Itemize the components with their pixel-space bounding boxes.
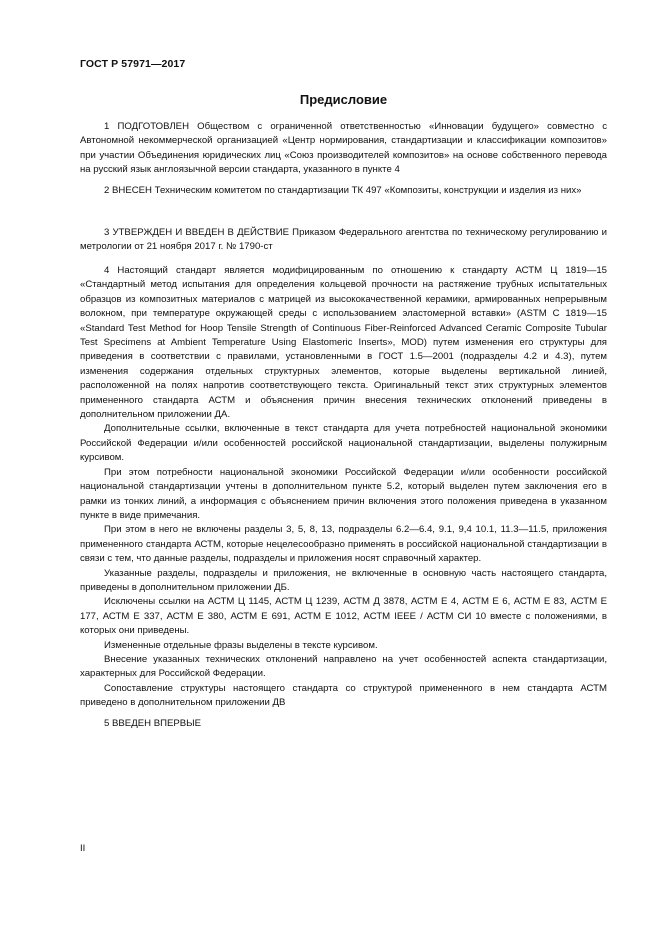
section-5 [80, 717, 607, 731]
paragraph: 3 УТВЕРЖДЕН И ВВЕДЕН В ДЕЙСТВИЕ Приказом Федерального агентства по техническому регулированию и метрологии от 21 ноября 2017 г. № 1790-ст [80, 227, 607, 253]
paragraph: 5 ВВЕДЕН ВПЕРВЫЕ [104, 718, 202, 729]
paragraph: 2 ВНЕСЕН Техническим комитетом по стандартизации ТК 497 «Композиты, конструкции и изделия из них» [104, 185, 582, 196]
section-3 [80, 226, 607, 255]
section-4 [80, 264, 607, 711]
paragraph: Дополнительные ссылки, включенные в текст стандарта для учета потребностей национальной экономики Российской Федерации и/или особенностей российской национальной стандартизации, выделены полужирным курсивом. [80, 423, 607, 464]
paragraph: Указанные разделы, подразделы и приложения, не включенные в основную часть настоящего стандарта, приведены в дополнительном приложении ДБ. [80, 567, 607, 593]
section-1 [80, 120, 607, 178]
paragraph: Измененные отдельные фразы выделены в тексте курсивом. [104, 639, 378, 651]
page-title: Предисловие [299, 92, 388, 107]
page-number: II [80, 843, 86, 854]
paragraph: При этом в него не включены разделы 3, 5, 8, 13, подразделы 6.2—6.4, 9.1, 9,4 10.1, 11.3—11.5, приложения примененного стандарта АСТМ, которые нецелесообразно применять в российской национальной стандартизации в связи с тем, что данные разделы, подразделы и приложения носят справочный характер. [80, 524, 607, 565]
paragraph: Исключены ссылки на АСТМ Ц 1145, АСТМ Ц 1239, АСТМ Д 3878, АСТМ Е 4, АСТМ Е 6, АСТМ Е 83, АСТМ Е 177, АСТМ Е 337, АСТМ Е 380, АСТМ Е 691, АСТМ Е 1012, АСТМ IEEE / АСТМ СИ 10 вместе с положениями, в которых они приведены. [80, 596, 607, 637]
paragraph: При этом потребности национальной экономики Российской Федерации и/или особенности российской национальной стандартизации учтены в дополнительном пункте 5.2, который выделен путем заключения его в рамки из тонких линий, а информация с объяснением причин включения этого положения приведена в указанном пункте в виде примечания. [80, 466, 607, 521]
paragraph: Внесение указанных технических отклонений направлено на учет особенностей аспекта стандартизации, характерных для Российской Федерации. [80, 653, 607, 680]
paragraph: Сопоставление структуры настоящего стандарта со структурой примененного в нем стандарта АСТМ приведено в дополнительном приложении ДВ [80, 682, 607, 709]
section-2 [80, 184, 607, 198]
paragraph: 4 Настоящий стандарт является модифицированным по отношению к стандарту АСТМ Ц 1819—15 «Стандартный метод испытания для определения кольцевой прочности на растяжение трубных испытательных образцов из композитных материалов с матрицей из высококачественной керамики, армированных непрерывным волокном, при температуре окружающей среды с использованием эластомерной вставки» (ASTM C 1819—15 «Standard Test Method for Hoop Tensile Strength of Continuous Fiber-Reinforced Advanced Ceramic Composite Tubular Test Specimens at Ambient Temperature Using Elastomeric Inserts», MOD) путем изменения его структуры для приведения в соответствии с правилами, установленными в ГОСТ 1.5—2001 (подразделы 4.2 и 4.3), путем изменения содержания отдельных структурных элементов, которые выделены вертикальной линией, расположенной на полях напротив соответствующего текста. Оригинальный текст этих структурных элементов примененного стандарта АСТМ и объяснения причин внесения технических отклонений приведены в дополнительном приложении ДА. [80, 265, 607, 421]
paragraph: 1 ПОДГОТОВЛЕН Обществом с ограниченной ответственностью «Инновации будущего» совместно с Автономной некоммерческой организацией «Центр нормирования, стандартизации и классификации композитов» при участии Объединения юридических лиц «Союз производителей композитов» на основе собственного перевода на русский язык англоязычной версии стандарта, указанного в пункте 4 [80, 121, 607, 176]
document-id: ГОСТ Р 57971—2017 [80, 58, 186, 70]
